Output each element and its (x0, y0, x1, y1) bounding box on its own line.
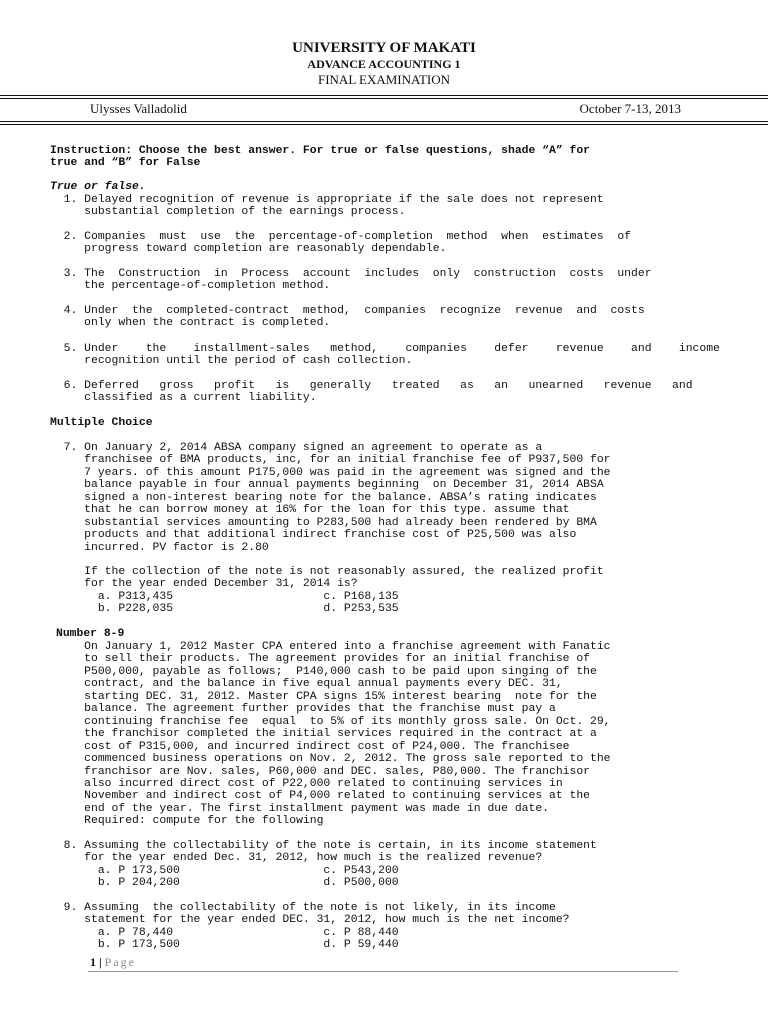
instruction: Instruction: Choose the best answer. For true or false questions, shade “A” for true and “B” for False (50, 145, 591, 170)
tf-item-6: 6. Deferred gross profit is generally treated as an unearned revenue and classified as a current liability. (63, 380, 693, 405)
header-rule-top (0, 95, 768, 96)
tf-item-4: 4. Under the completed-contract method, companies recognize revenue and costs only when the contract is completed. (63, 305, 645, 330)
question-8-choices: a. P 173,500 c. P543,200 b. P 204,200 d. P500,000 (97, 865, 399, 890)
header-rule-bottom-2 (0, 124, 768, 125)
multiple-choice-heading: Multiple Choice (50, 417, 153, 429)
course-name: ADVANCE ACCOUNTING 1 (307, 57, 461, 71)
question-9: 9. Assuming the collectability of the note is not likely, in its income statement for the year ended DEC. 31, 2012, how much is the net income? (63, 902, 570, 927)
page-number: 1 (90, 955, 96, 969)
number-8-9-scenario: On January 1, 2012 Master CPA entered into a franchise agreement with Fanatic to sell their products. The agreement provides for an initial franchise of P500,000, payable as follows; P140,000 cash to be paid upon singing of the contract, and the balance in five equal annual payments every DEC. 31, starting DEC. 31, 2012. Master CPA signs 15% interest bearing note for the balance. The agreement further provides that the franchise must pay a continuing franchise fee equal to 5% of its monthly gross sale. On Oct. 29, the franchisor completed the initial services required in the contract at a cost of P315,000, and incurred indirect cost of P24,000. The franchisee commenced business operations on Nov. 2, 2012. The gross sale reported to the franchisor are Nov. sales, P60,000 and DEC. sales, P80,000. The franchisor also incurred direct cost of P22,000 related to continuing services in November and indirect cost of P4,000 related to continuing services at the end of the year. The first installment payment was made in due date. Required: compute for the following (84, 641, 611, 828)
true-false-heading: True or false. (50, 181, 146, 193)
tf-item-2: 2. Companies must use the percentage-of-completion method when estimates of progress toward completion are reasonably dependable. (63, 231, 632, 256)
exam-header (0, 40, 768, 87)
page-separator: | (99, 955, 102, 969)
exam-title: FINAL EXAMINATION (317, 72, 451, 87)
question-7: 7. On January 2, 2014 ABSA company signed an agreement to operate as a franchisee of BMA products, inc, for an initial franchise fee of P937,500 for 7 years. of this amount P175,000 was paid in the agreement was signed and the balance payable in four annual payments beginning on December 31, 2014 ABSA signed a non-interest bearing note for the balance. ABSA’s rating indicates that he can borrow money at 16% for the loan for this type. assume that substantial services amounting to P283,500 had already been rendered by BMA products and that additional indirect franchise cost of P25,500 was also incurred. PV factor is 2.80 (63, 442, 611, 554)
header-rule-bottom (0, 121, 768, 122)
question-7-choices: a. P313,435 c. P168,135 b. P228,035 d. P253,535 (97, 591, 399, 616)
university-name: UNIVERSITY OF MAKATI (292, 40, 476, 56)
footer-rule (88, 971, 678, 972)
exam-date: October 7-13, 2013 (579, 101, 681, 116)
question-8: 8. Assuming the collectability of the note is certain, in its income statement for the year ended Dec. 31, 2012, how much is the realized revenue? (63, 840, 597, 865)
tf-item-3: 3. The Construction in Process account includes only construction costs under the percentage-of-completion method. (63, 268, 652, 293)
question-7-prompt: If the collection of the note is not reasonably assured, the realized profit for the year ended December 31, 2014 is? (84, 566, 604, 591)
page-footer (90, 955, 136, 970)
page-label: Page (104, 955, 136, 969)
tf-item-1: 1. Delayed recognition of revenue is appropriate if the sale does not represent substantial completion of the earnings process. (63, 194, 604, 219)
number-8-9-heading: Number 8-9 (56, 628, 125, 640)
header-rule-top-2 (0, 98, 768, 99)
instructor-name: Ulysses Valladolid (90, 101, 187, 116)
tf-item-5: 5. Under the installment-sales method, companies defer revenue and income recognition until the period of cash collection. (63, 343, 720, 368)
question-9-choices: a. P 78,440 c. P 88,440 b. P 173,500 d. P 59,440 (97, 927, 399, 952)
